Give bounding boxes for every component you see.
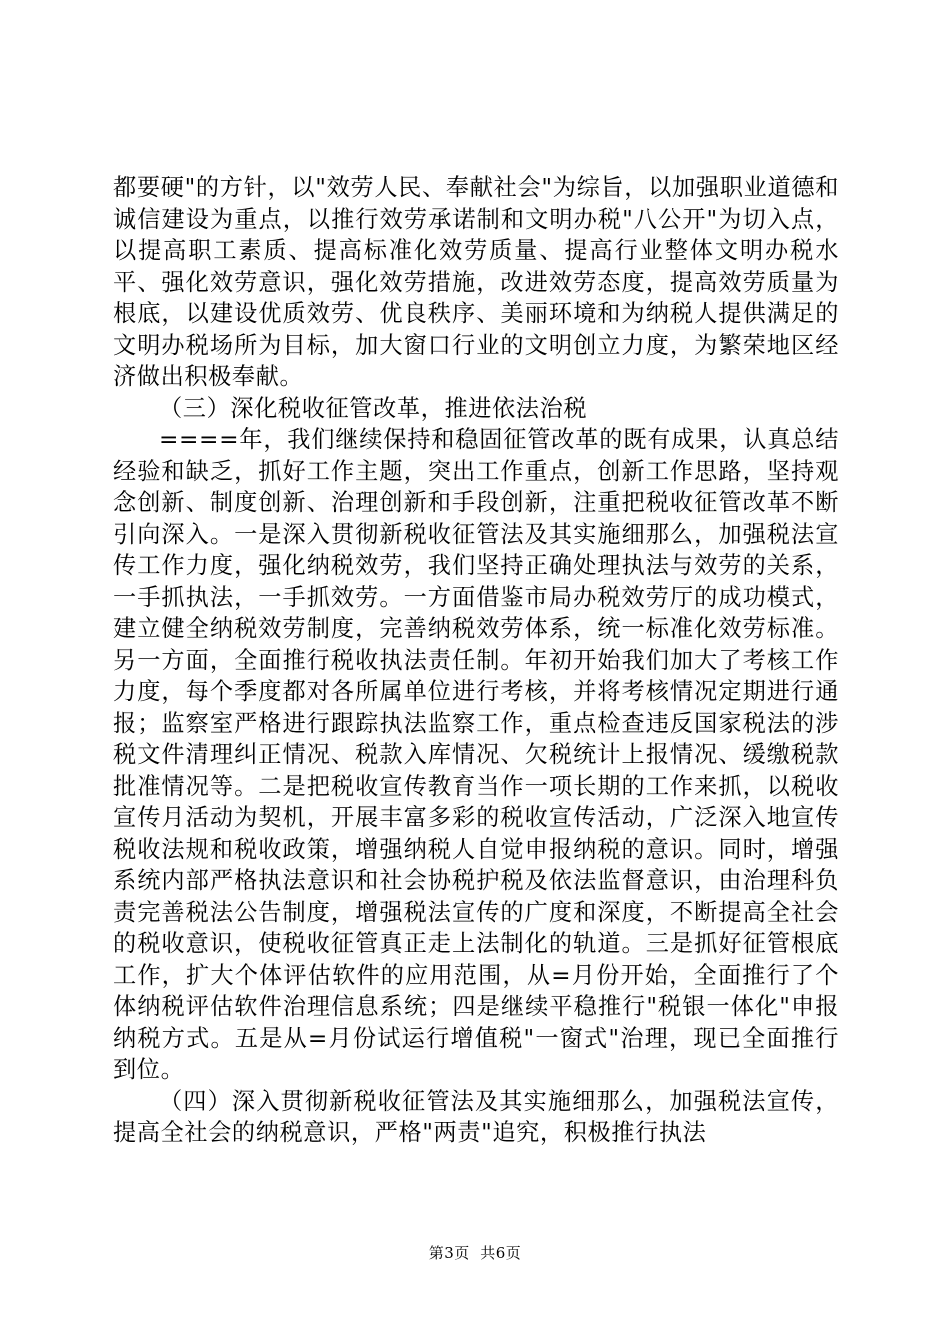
section-heading-3: （三）深化税收征管改革，推进依法治税 (159, 394, 588, 422)
paragraph-collection-reform: ====年，我们继续保持和稳固征管改革的既有成果，认真总结经验和缺乏，抓好工作主题，突出工作重点，创新工作思路，坚持观念创新、制度创新、治理创新和手段创新，注重把税收征管改革不断引向深入。一是深入贯彻新税收征管法及其实施细那么，加强税法宣传工作力度，强化纳税效劳，我们坚持正确处理执法与效劳的关系，一手抓执法，一手抓效劳。一方面借鉴市局办税效劳厅的成功模式，建立健全纳税效劳制度，完善纳税效劳体系，统一标准化效劳标准。另一方面，全面推行税收执法责任制。年初开始我们加大了考核工作力度，每个季度都对各所属单位进行考核，并将考核情况定期进行通报；监察室严格进行跟踪执法监察工作，重点检查违反国家税法的涉税文件清理纠正情况、税款入库情况、欠税统计上报情况、缓缴税款批准情况等。二是把税收宣传教育当作一项长期的工作来抓，以税收宣传月活动为契机，开展丰富多彩的税收宣传活动，广泛深入地宣传税收法规和税收政策，增强纳税人自觉申报纳税的意识。同时，增强系统内部严格执法意识和社会协税护税及依法监督意识，由治理科负责完善税法公告制度，增强税法宣传的广度和深度，不断提高全社会的税收意识，使税收征管真正走上法制化的轨道。三是抓好征管根底工作，扩大个体评估软件的应用范围，从=月份开始，全面推行了个体纳税评估软件治理信息系统；四是继续平稳推行"税银一体化"申报纳税方式。五是从=月份试运行增值税"一窗式"治理，现已全面推行到位。 (113, 426, 839, 1083)
page-footer: 第3页 共6页 (428, 1244, 522, 1262)
paragraph-service-policy: 都要硬"的方针，以"效劳人民、奉献社会"为综旨，以加强职业道德和诚信建设为重点，以推行效劳承诺制和文明办税"八公开"为切入点，以提高职工素质、提高标准化效劳质量、提高行业整体文明办税水平、强化效劳意识，强化效劳措施，改进效劳态度，提高效劳质量为根底，以建设优质效劳、优良秩序、美丽环境和为纳税人提供满足的文明办税场所为目标，加大窗口行业的文明创立力度，为繁荣地区经济做出积极奉献。 (113, 174, 839, 390)
section-heading-4: （四）深入贯彻新税收征管法及其实施细那么，加强税法宣传，提高全社会的纳税意识，严格"两责"追究，积极推行执法 (113, 1087, 839, 1146)
document-body (113, 172, 839, 1149)
